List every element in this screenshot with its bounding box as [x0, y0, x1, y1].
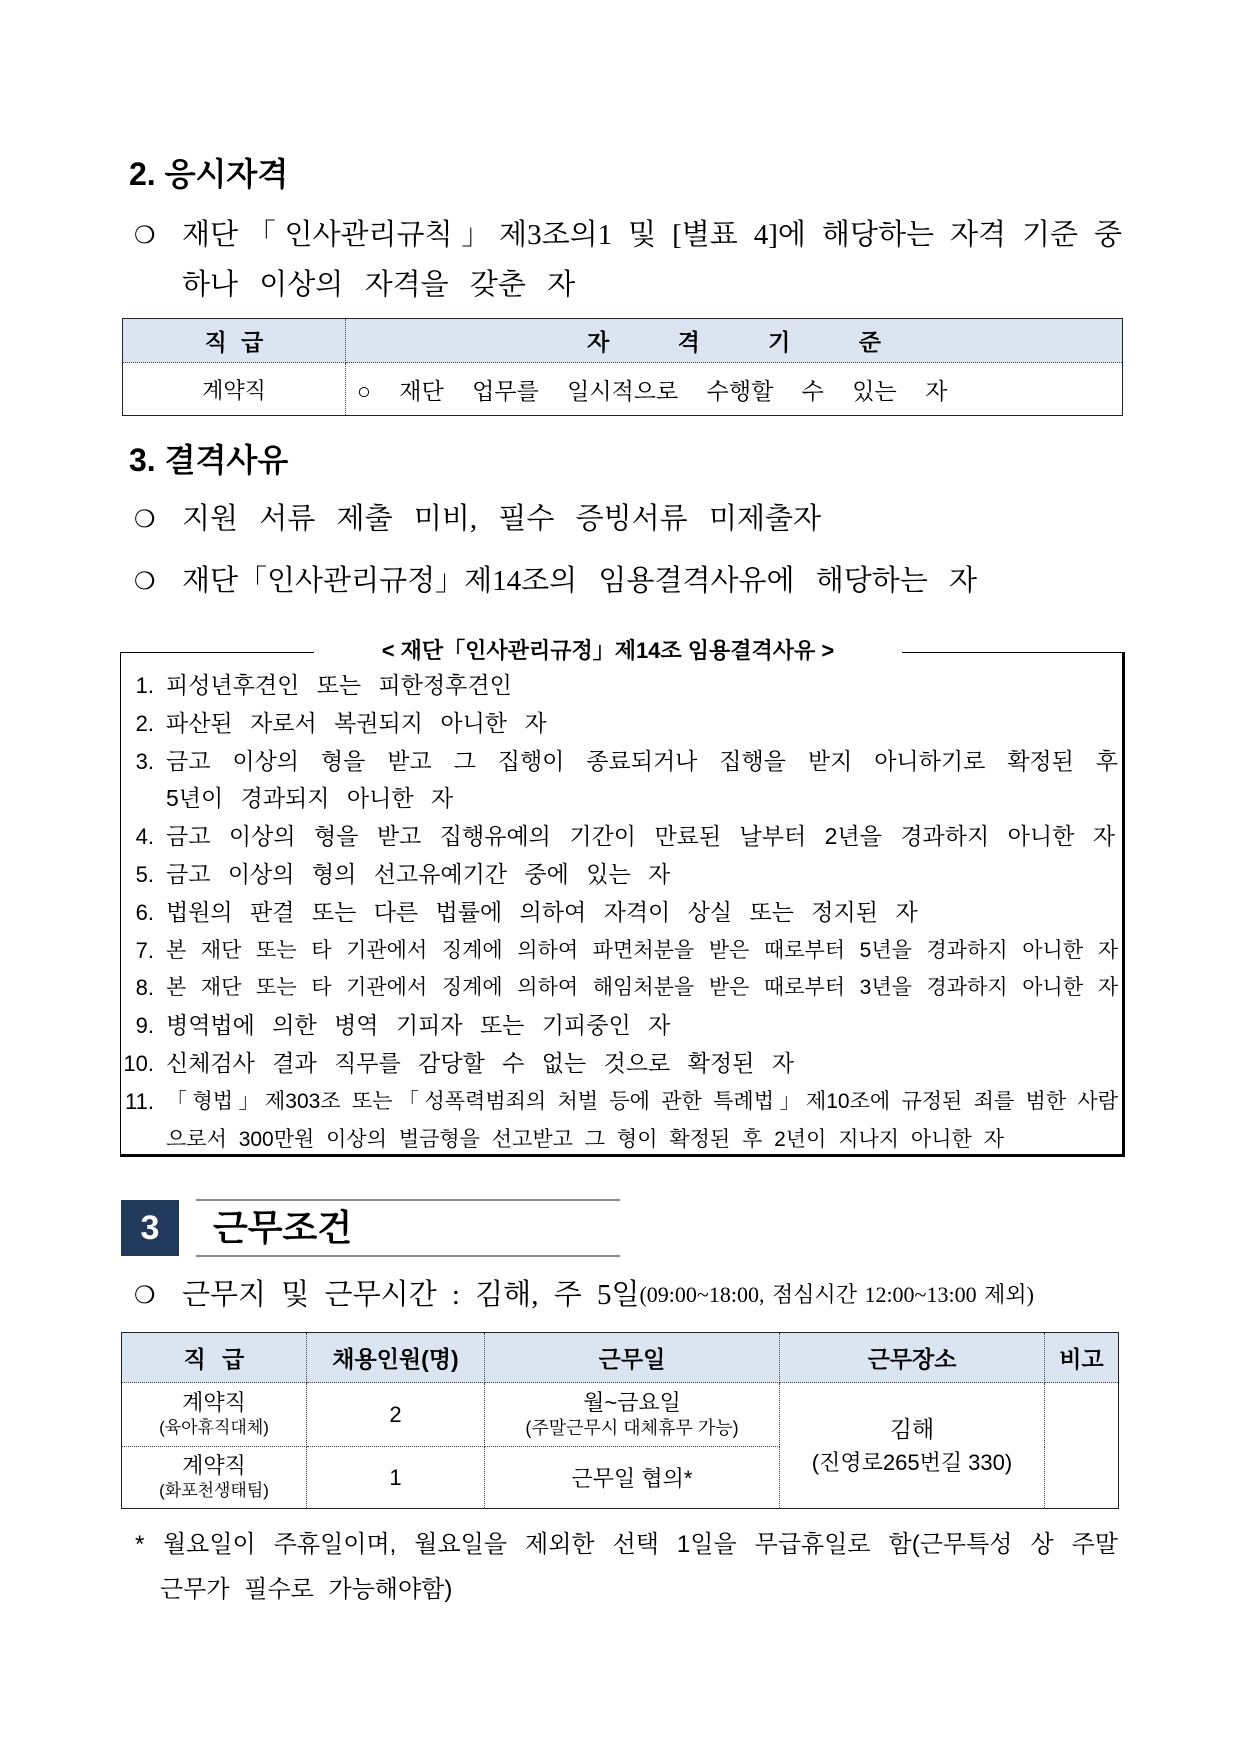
grade-cell [122, 1383, 307, 1447]
section-number-badge: 3 [121, 1200, 179, 1256]
disqualification-box-title: < 재단「인사관리규정」제14조 임용결격사유 > [314, 636, 902, 666]
header-criteria: 자 격 기 준 [346, 319, 1123, 363]
list-item [120, 856, 1120, 894]
list-item [120, 969, 1120, 1007]
item-text: 본 재단 또는 타 기관에서 징계에 의하여 해임처분을 받은 때로부터 3년을 경과하지 아니한 자 [166, 976, 1118, 1000]
header-grade: 직 급 [122, 1333, 307, 1383]
list-item [120, 894, 1120, 932]
item-text: 본 재단 또는 타 기관에서 징계에 의하여 파면처분을 받은 때로부터 5년을 경과하지 아니한 자 [166, 938, 1118, 962]
disqualification-bullet [134, 499, 821, 539]
item-number: 1. [135, 673, 154, 698]
criteria-cell: ○ 재단 업무를 일시적으로 수행할 수 있는 자 [346, 363, 1123, 416]
section-heading-work-conditions: 근무조건 [213, 1207, 353, 1248]
disqualification-bullet [134, 561, 977, 601]
grade-note: (화포천생태팀) [159, 1480, 269, 1500]
item-number: 2. [135, 710, 154, 736]
header-headcount: 채용인원(명) [307, 1333, 485, 1383]
footnote-continuation [160, 1570, 452, 1610]
item-text: 피성년후견인 또는 피한정후견인 [166, 672, 512, 698]
bullet-circle-icon: ❍ [134, 1281, 156, 1309]
item-text: 금고 이상의 형을 받고 집행유예의 기간이 만료된 날부터 2년을 경과하지 아니한 자 [166, 823, 1115, 850]
item-text: 파산된 자로서 복권되지 아니한 자 [166, 709, 547, 736]
section-heading-eligibility: 2. 응시자격 [129, 156, 289, 192]
header-remarks: 비고 [1045, 1333, 1119, 1383]
headcount-cell: 1 [307, 1447, 485, 1509]
eligibility-bullet-line-1: 재단「인사관리규칙」제3조의1 및 [별표 4]에 해당하는 자격 기준 중 [182, 219, 1122, 251]
eligibility-bullet [134, 215, 1122, 255]
work-location-hours: 근무지 및 근무시간 : 김해, 주 5일 [182, 1279, 640, 1311]
workdays-cell [485, 1383, 780, 1447]
eligibility-bullet-continuation [182, 265, 575, 305]
grade-note: (육아휴직대체) [159, 1417, 269, 1437]
work-hours-detail: (09:00~18:00, 점심시간 12:00~13:00 제외) [639, 1282, 1034, 1307]
item-number: 6. [135, 899, 154, 925]
list-item [120, 818, 1120, 856]
list-item [120, 1083, 1120, 1121]
grade-text: 계약직 [182, 1389, 246, 1415]
section-heading-disqualification: 3. 결격사유 [129, 442, 289, 478]
item-text: 금고 이상의 형의 선고유예기간 중에 있는 자 [166, 860, 671, 887]
grade-cell [122, 1447, 307, 1509]
workdays-text: 월~금요일 [583, 1389, 681, 1415]
header-grade: 직 급 [123, 319, 346, 363]
bullet-circle-icon: ❍ [134, 221, 156, 249]
footnote-line-1: 월요일이 주휴일이며, 월요일을 제외한 선택 1일을 무급휴일로 함(근무특성 상 주말 [163, 1531, 1118, 1558]
item-number: 7. [135, 937, 154, 963]
item-text: 「형법」제303조 또는「성폭력범죄의 처벌 등에 관한 특례법」제10조에 규정된 죄를 범한 사람 [166, 1089, 1118, 1113]
bullet-circle-icon: ❍ [134, 567, 156, 595]
table-header-row [123, 319, 1123, 363]
disqualification-bullet-text: 재단「인사관리규정」제14조의 임용결격사유에 해당하는 자 [182, 565, 978, 597]
work-conditions-bullet [134, 1275, 1034, 1315]
item-number: 5. [135, 861, 154, 887]
table-header-row [122, 1333, 1119, 1383]
item-text: 5년이 경과되지 아니한 자 [166, 785, 454, 812]
footnote [135, 1525, 1118, 1565]
footnote-asterisk: * [135, 1531, 145, 1558]
location-cell [780, 1383, 1045, 1509]
location-detail: (진영로265번길 330) [811, 1449, 1013, 1475]
grade-cell: 계약직 [123, 363, 346, 416]
item-text: 신체검사 결과 직무를 감당할 수 없는 것으로 확정된 자 [166, 1049, 794, 1076]
item-number: 3. [135, 748, 154, 774]
item-number: 4. [135, 824, 154, 850]
list-item [120, 667, 1120, 705]
headcount-cell: 2 [307, 1383, 485, 1447]
item-number: 11. [125, 1088, 154, 1114]
disqualification-list [120, 667, 1120, 1158]
heading-rule-bottom [196, 1255, 620, 1257]
remarks-cell [1045, 1383, 1119, 1509]
list-item-continuation [120, 780, 1120, 818]
list-item [120, 705, 1120, 743]
workdays-cell: 근무일 협의* [485, 1447, 780, 1509]
heading-rule-top [196, 1199, 620, 1201]
header-workdays: 근무일 [485, 1333, 780, 1383]
eligibility-bullet-line-2: 하나 이상의 자격을 갖춘 자 [182, 269, 576, 301]
list-item-continuation [120, 1121, 1120, 1159]
item-number: 9. [135, 1013, 154, 1039]
list-item [120, 743, 1120, 781]
location-text: 김해 [889, 1415, 935, 1442]
table-row [122, 1383, 1119, 1447]
list-item [120, 1045, 1120, 1083]
work-conditions-table [121, 1332, 1119, 1509]
bullet-circle-icon: ❍ [134, 505, 156, 533]
disqualification-bullet-text: 지원 서류 제출 미비, 필수 증빙서류 미제출자 [182, 503, 822, 535]
grade-text: 계약직 [182, 1452, 246, 1478]
item-text: 병역법에 의한 병역 기피자 또는 기피중인 자 [166, 1012, 671, 1039]
footnote-line-2: 근무가 필수로 가능해야함) [160, 1576, 453, 1603]
table-row [123, 363, 1123, 416]
list-item [120, 932, 1120, 970]
item-number: 8. [135, 975, 154, 1001]
item-text: 으로서 300만원 이상의 벌금형을 선고받고 그 형이 확정된 후 2년이 지나지 아니한 자 [166, 1127, 1004, 1151]
qualification-table [122, 318, 1123, 416]
header-location: 근무장소 [780, 1333, 1045, 1383]
list-item [120, 1007, 1120, 1045]
item-number: 10. [123, 1050, 154, 1076]
workdays-note: (주말근무시 대체휴무 가능) [525, 1417, 739, 1438]
item-text: 금고 이상의 형을 받고 그 집행이 종료되거나 집행을 받지 아니하기로 확정된 후 [166, 747, 1118, 774]
item-text: 법원의 판결 또는 다른 법률에 의하여 자격이 상실 또는 정지된 자 [166, 898, 918, 925]
